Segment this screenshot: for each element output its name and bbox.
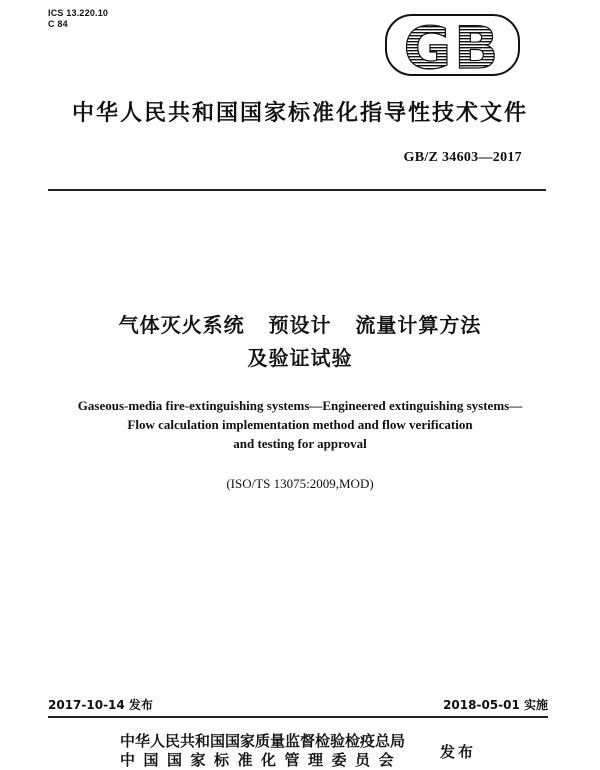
header-divider [48, 189, 546, 191]
ccs-code: C 84 [48, 19, 68, 29]
english-title-line: Gaseous-media fire-extinguishing systems—Engineered extinguishing systems— [77, 398, 523, 413]
chinese-title-line-2: 及验证试验 [247, 346, 353, 370]
chinese-title-line-1: 气体灭火系统 预设计 流量计算方法 [118, 313, 482, 337]
ics-code: ICS 13.220.10 [48, 8, 109, 18]
issuer-sac: 中国国家标准化管理委员会 [120, 751, 403, 769]
gb-logo-text: GB [403, 14, 502, 76]
issuing-authorities [120, 732, 405, 770]
issuer-aqsiq: 中华人民共和国国家质量监督检验检疫总局 [120, 732, 406, 750]
footer-divider [48, 716, 548, 718]
adoption-reference: (ISO/TS 13075:2009,MOD) [226, 476, 374, 491]
english-title [0, 396, 600, 453]
issue-label: 发布 [440, 743, 477, 761]
classification-codes [48, 8, 108, 30]
gb-logo [385, 14, 520, 76]
standard-number: GB/Z 34603—2017 [403, 150, 522, 165]
implementation-date: 2018-05-01 实施 [443, 698, 548, 712]
english-title-line: and testing for approval [233, 436, 367, 451]
english-title-line: Flow calculation implementation method and flow verification [127, 417, 473, 432]
standard-type-heading: 中华人民共和国国家标准化指导性技术文件 [71, 101, 528, 126]
publication-date: 2017-10-14 发布 [48, 698, 153, 712]
